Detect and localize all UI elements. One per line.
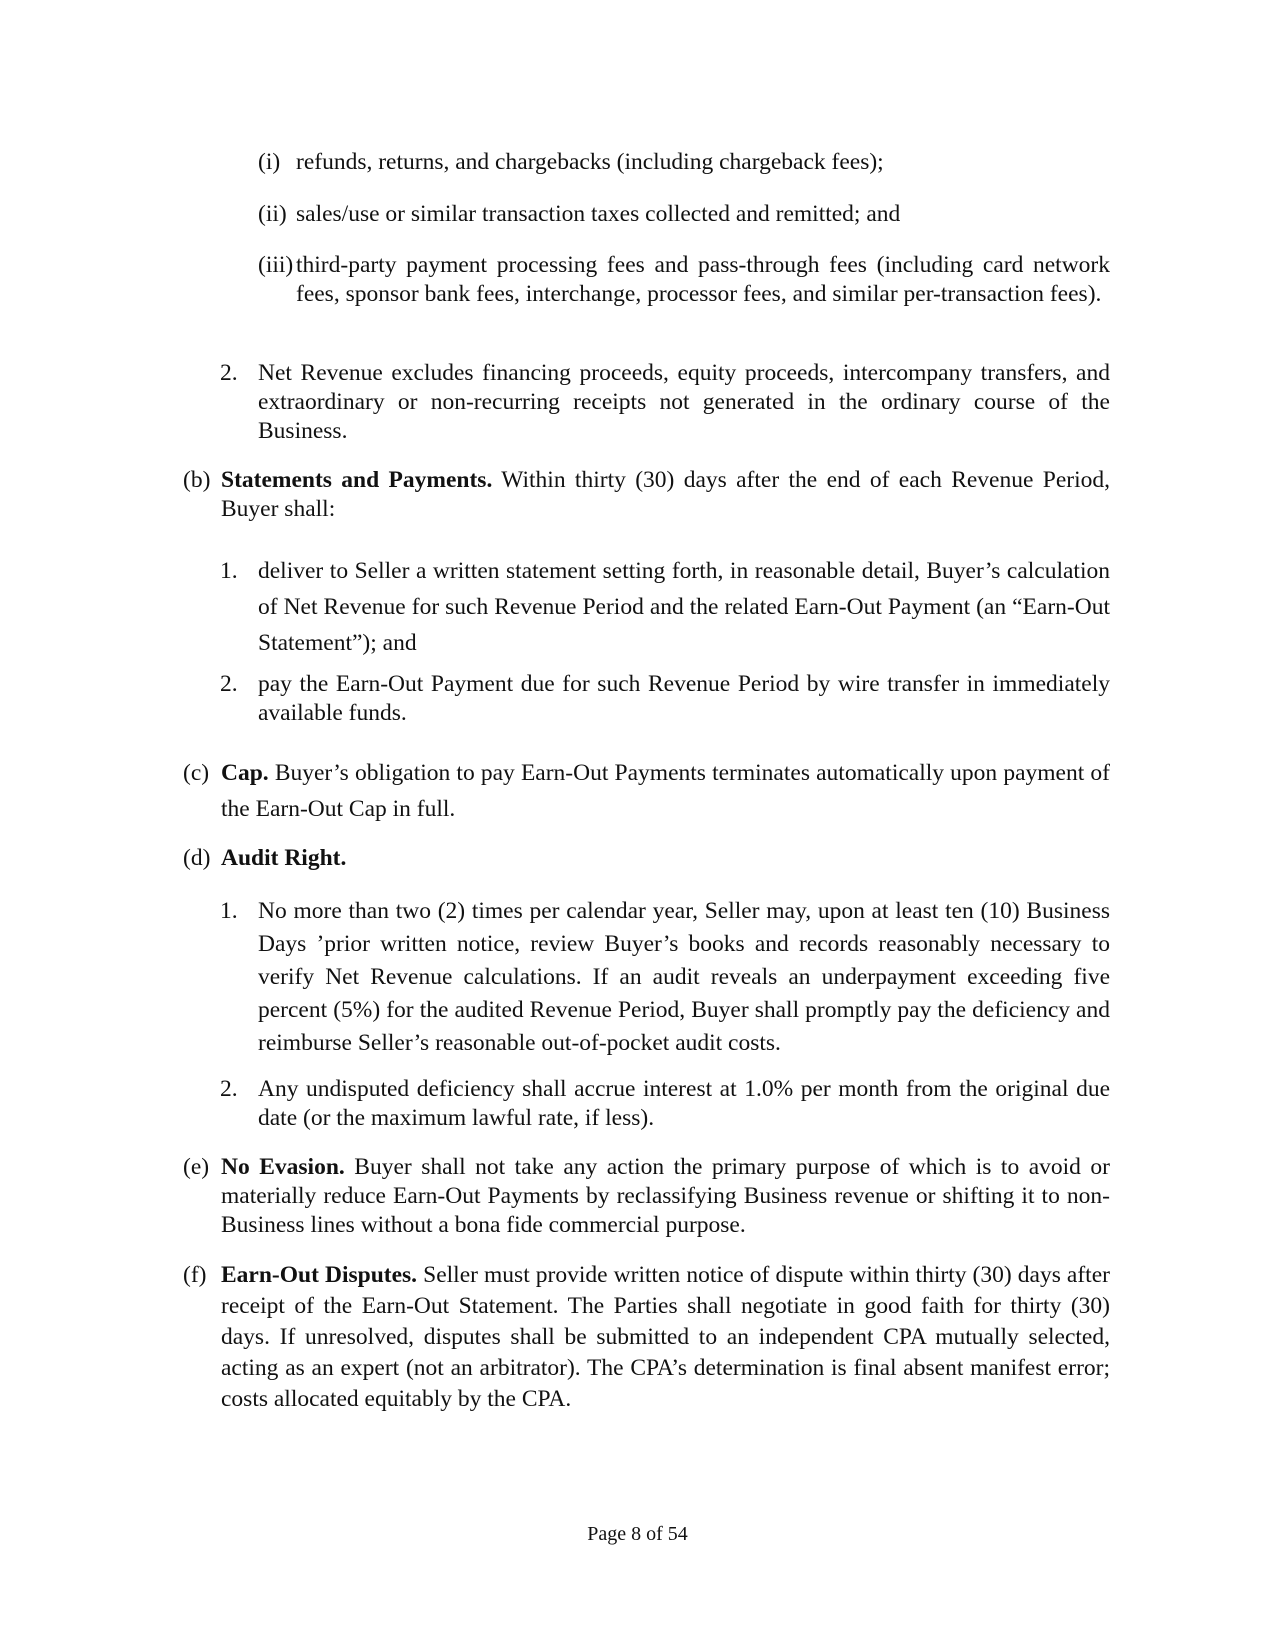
clause-marker: 2. [220, 360, 238, 386]
clause-marker: (i) [258, 149, 281, 175]
clause-marker: 1. [220, 558, 238, 584]
clause-d [183, 844, 1110, 873]
clause-text: pay the Earn-Out Payment due for such Revenue Period by wire transfer in immediately available funds. [258, 671, 1110, 726]
clause-text: Any undisputed deficiency shall accrue interest at 1.0% per month from the original due date (or the maximum lawful rate, if less). [258, 1076, 1110, 1131]
clause-d-1 [220, 895, 1110, 1060]
clause-heading: No Evasion. [221, 1154, 345, 1180]
clause-f [183, 1260, 1110, 1415]
clause-marker: 2. [220, 671, 238, 697]
clause-text: third-party payment processing fees and pass-through fees (including card network fees, sponsor bank fees, interchange, processor fees, and similar per-transaction fees). [296, 252, 1110, 307]
clause-heading: Earn-Out Disputes. [221, 1262, 418, 1288]
clause-text: Seller must provide written notice of dispute within thirty (30) days after receipt of the Earn-Out Statement. The Parties shall negotiate in good faith for thirty (30) days. If unresolved, disputes shall be submitted to an independent CPA mutually selected, acting as an expert (not an arbitrator). The CPA’s determination is final absent manifest error; costs allocated equitably by the CPA. [221, 1262, 1110, 1412]
clause-ii [258, 200, 1110, 229]
clause-marker: (b) [183, 467, 211, 493]
clause-text: Buyer’s obligation to pay Earn-Out Payments terminates automatically upon payment of the Earn-Out Cap in full. [221, 760, 1110, 822]
clause-marker: (iii) [258, 252, 294, 278]
clause-e [183, 1153, 1110, 1240]
clause-marker: (ii) [258, 201, 287, 227]
clause-marker: (e) [183, 1154, 210, 1180]
clause-marker: 2. [220, 1076, 238, 1102]
clause-heading: Audit Right. [221, 845, 347, 871]
clause-marker: (f) [183, 1262, 207, 1288]
clause-text: refunds, returns, and chargebacks (including chargeback fees); [296, 149, 884, 175]
clause-heading: Statements and Payments. [221, 467, 493, 493]
clause-text: deliver to Seller a written statement setting forth, in reasonable detail, Buyer’s calculation of Net Revenue for such Revenue Period and the related Earn-Out Payment (an “Earn-Out Statement”); and [258, 558, 1110, 656]
clause-text: Net Revenue excludes financing proceeds, equity proceeds, intercompany transfers, and extraordinary or non-recurring receipts not generated in the ordinary course of the Business. [258, 360, 1110, 444]
clause-b-1 [220, 553, 1110, 661]
page-number: Page 8 of 54 [587, 1523, 688, 1545]
clause-d-2 [220, 1075, 1110, 1133]
clause-i [258, 148, 1110, 177]
clause-text: sales/use or similar transaction taxes collected and remitted; and [296, 201, 901, 227]
clause-marker: (c) [183, 760, 210, 786]
clause-marker: (d) [183, 845, 211, 871]
clause-heading: Cap. [221, 760, 269, 786]
clause-marker: 1. [220, 898, 238, 924]
clause-text: No more than two (2) times per calendar year, Seller may, upon at least ten (10) Business Days ’prior written notice, review Buyer’s books and records reasonably necessary to verify Net Revenue calculations. If an audit reveals an underpayment exceeding five percent (5%) for the audited Revenue Period, Buyer shall promptly pay the deficiency and reimburse Seller’s reasonable out-of-pocket audit costs. [258, 898, 1110, 1056]
clause-c [183, 755, 1110, 827]
clause-text: Within thirty (30) days after the end of each Revenue Period, Buyer shall: [221, 467, 1110, 522]
clause-text: Buyer shall not take any action the primary purpose of which is to avoid or materially reduce Earn-Out Payments by reclassifying Business revenue or shifting it to non-Business lines without a bona fide commercial purpose. [221, 1154, 1111, 1238]
clause-iii [258, 251, 1110, 309]
clause-b [183, 466, 1110, 524]
clause-a-2 [220, 359, 1110, 446]
clause-b-2 [220, 670, 1110, 728]
